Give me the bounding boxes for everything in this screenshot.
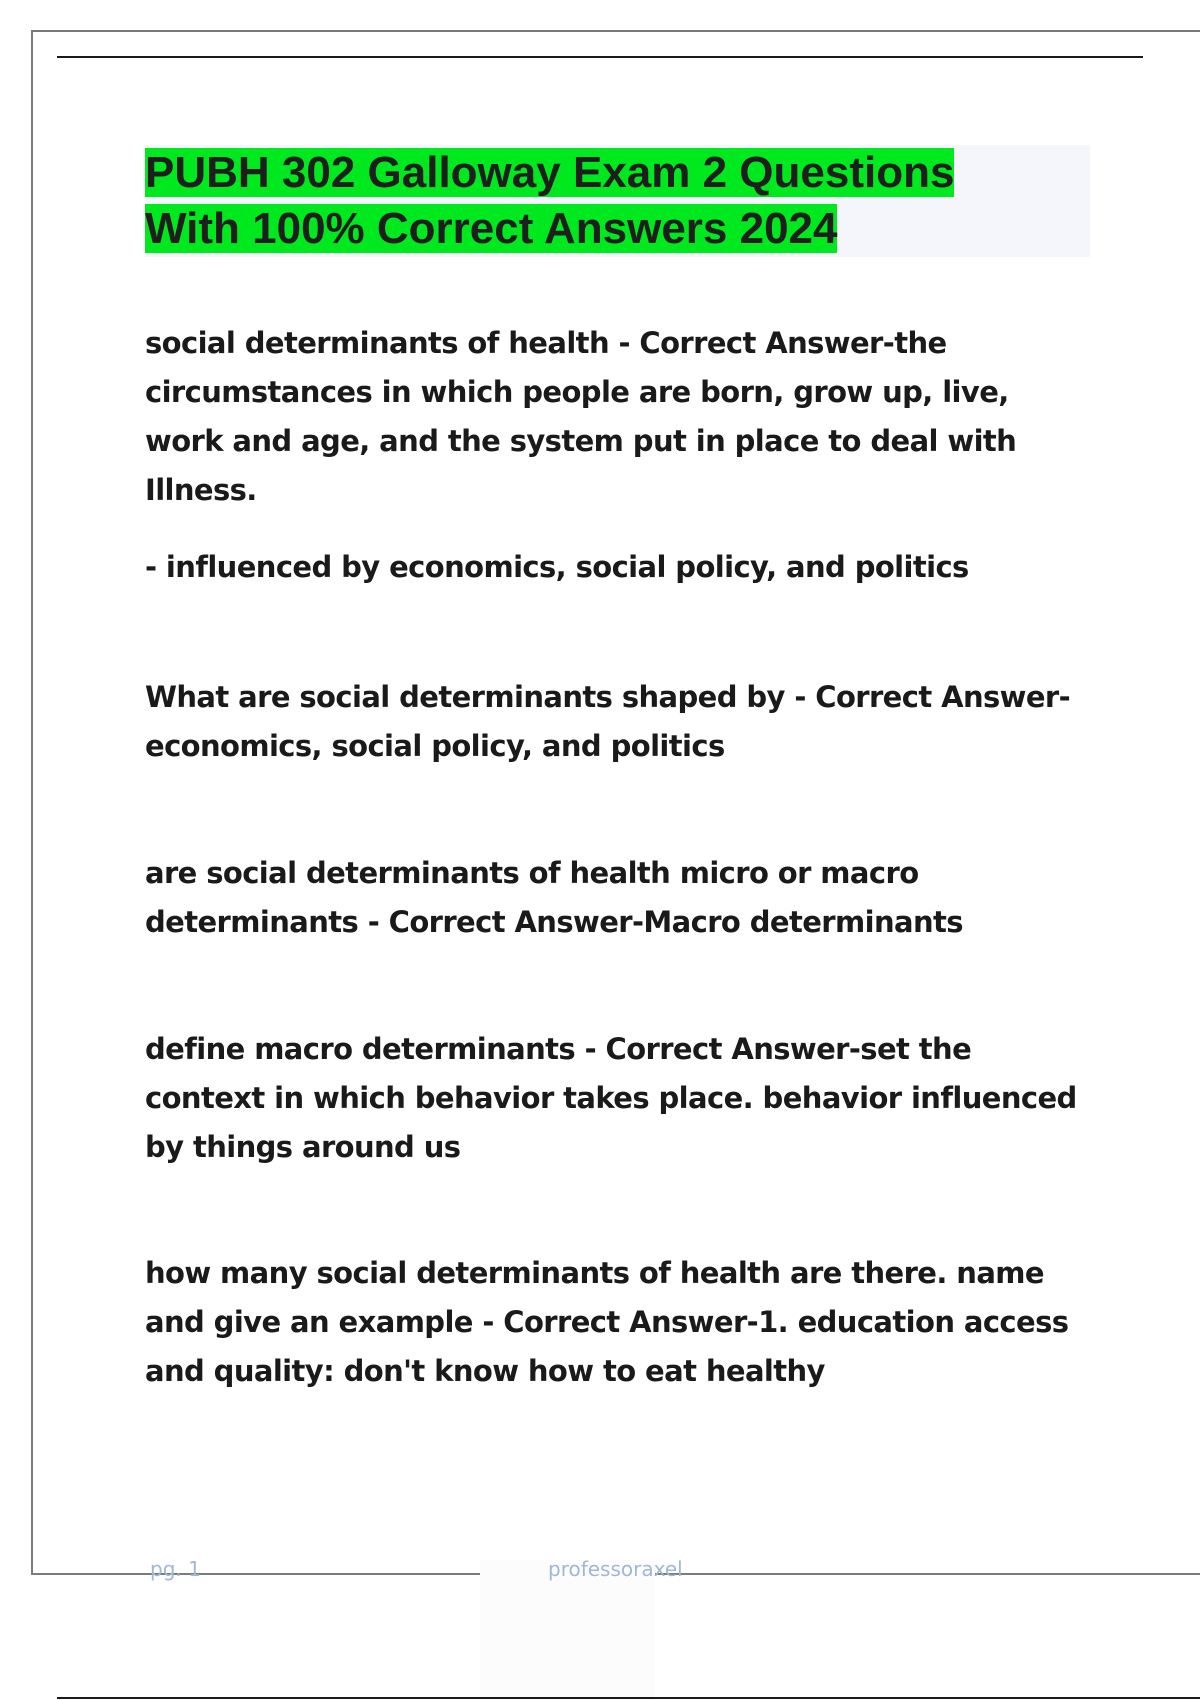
header-rule [57,56,1143,58]
qa-entry: how many social determinants of health are there. name and give an example - Correct Answer-1. education access and quality: don't know how to eat healthy [145,1256,1069,1388]
qa-entry: - influenced by economics, social policy, and politics [145,550,969,584]
footer-rule [57,1697,1200,1699]
title-line-2: With 100% Correct Answers 2024 [145,204,838,253]
page-number: pg. 1 [150,1557,201,1581]
qa-entry: are social determinants of health micro or macro determinants - Correct Answer-Macro determinants [145,856,963,939]
document-title [145,145,1090,257]
watermark-strip [480,1560,655,1700]
qa-entry: define macro determinants - Correct Answer-set the context in which behavior takes place. behavior influenced by things around us [145,1032,1077,1164]
footer-author: professoraxel [548,1557,683,1581]
qa-entry: social determinants of health - Correct Answer-the circumstances in which people are born, grow up, live, work and age, and the system put in place to deal with Illness. [145,326,1017,507]
qa-entry: What are social determinants shaped by - Correct Answer-economics, social policy, and politics [145,680,1071,763]
title-line-1: PUBH 302 Galloway Exam 2 Questions [145,148,955,197]
